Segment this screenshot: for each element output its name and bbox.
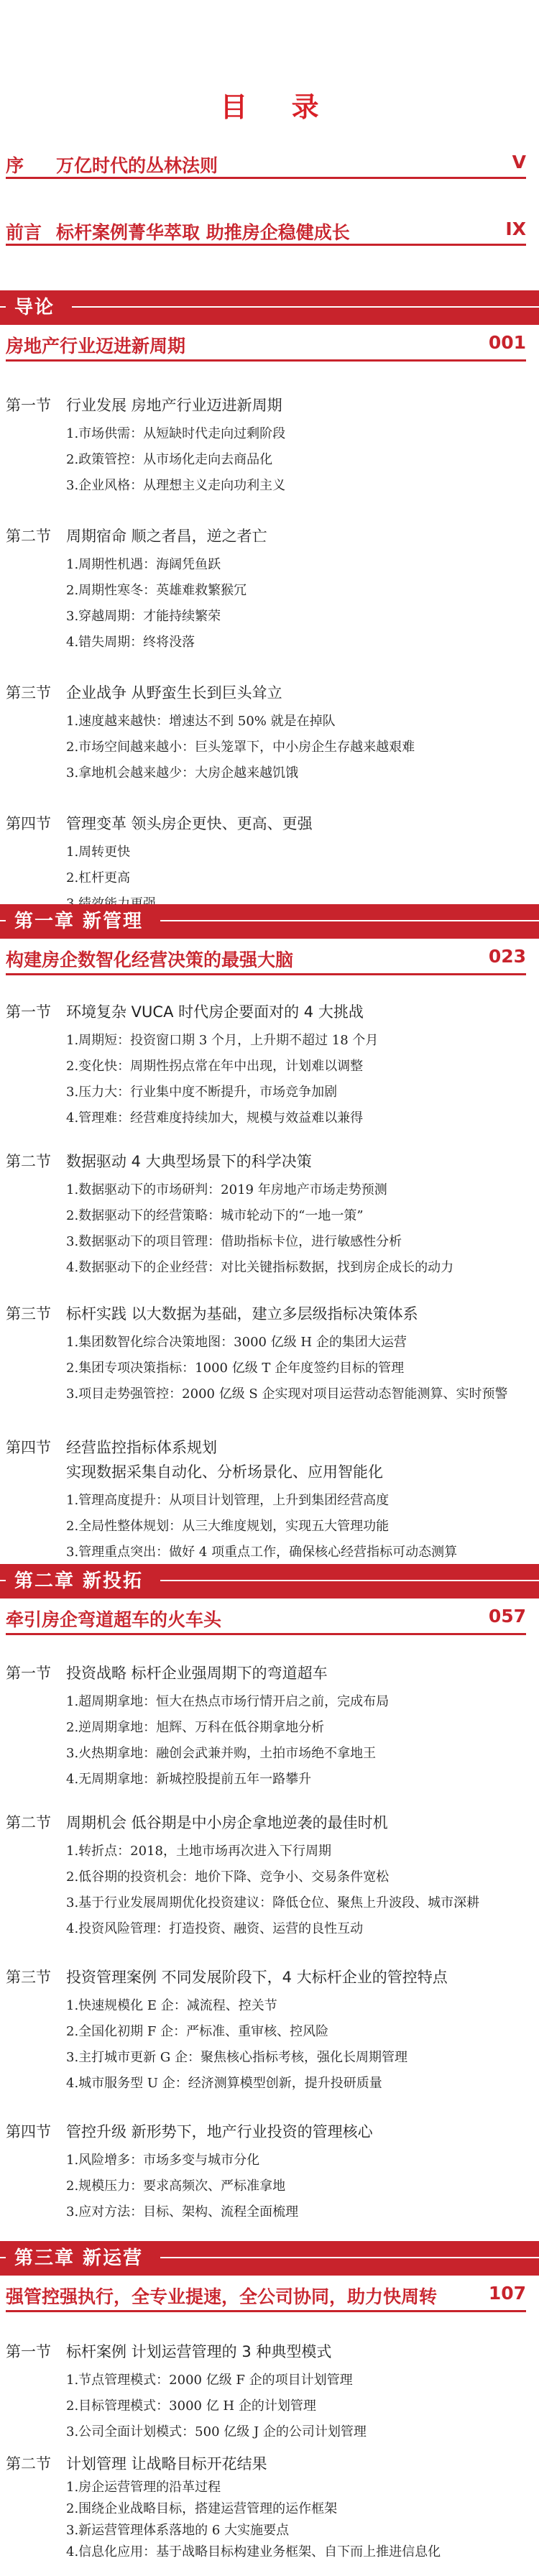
list-item: 1.管理高度提升：从项目计划管理，上升到集团经营高度 (66, 1493, 390, 1508)
section-items (66, 2368, 367, 2445)
list-item: 3.企业风格：从理想主义走向功利主义 (66, 478, 286, 493)
list-item: 2.周期性寒冬：英雄难救繁猴冗 (66, 583, 247, 598)
list-item: 3.公司全面计划模式：500 亿级 J 企的公司计划管理 (66, 2424, 367, 2439)
section-heading: 周期宿命 顺之者昌，逆之者亡 (66, 528, 267, 545)
part-chapter-1[interactable] (0, 904, 539, 1005)
list-item: 2.围绕企业战略目标，搭建运营管理的运作框架 (66, 2501, 338, 2516)
part-page: 023 (488, 946, 526, 967)
toc-section[interactable] (6, 681, 530, 796)
entry-page: V (512, 152, 526, 172)
section-label: 第一节 (6, 2343, 51, 2360)
part-chapter-2[interactable] (0, 1564, 539, 1665)
section-label: 第二节 (6, 528, 51, 545)
list-item: 2.低谷期的投资机会：地价下降、竞争小、交易条件宽松 (66, 1869, 390, 1885)
list-item: 2.集团专项决策指标：1000 亿级 T 企年度签约目标的管理 (66, 1361, 405, 1376)
list-item: 1.快速规模化 E 企：减流程、控关节 (66, 1998, 277, 2013)
toc-title: 目 录 (220, 91, 336, 123)
section-label: 第一节 (6, 1003, 51, 1021)
part-tab: 导论 (6, 290, 72, 325)
section-items (66, 2477, 441, 2563)
list-item: 1.转折点：2018，土地市场再次进入下行周期 (66, 1844, 331, 1859)
entry-page: IX (505, 218, 526, 239)
section-heading: 投资战略 标杆企业强周期下的弯道超车 (66, 1665, 328, 1682)
list-item: 2.变化快：周期性拐点常在年中出现，计划难以调整 (66, 1059, 364, 1074)
section-items (66, 709, 415, 786)
section-items (66, 1488, 457, 1565)
list-item: 3.基于行业发展周期优化投资建议：降低仓位、聚焦上升波段、城市深耕 (66, 1895, 480, 1910)
list-item: 1.房企运营管理的沿革过程 (66, 2480, 221, 2495)
entry-title: 万亿时代的丛林法则 (56, 155, 218, 176)
section-heading: 管理变革 领头房企更快、更高、更强 (66, 815, 313, 832)
entry-label: 前言 (6, 222, 42, 243)
list-item: 2.杠杆更高 (66, 870, 131, 886)
toc-section[interactable] (6, 1811, 530, 1955)
part-page: 001 (488, 332, 526, 353)
list-item: 1.周期短：投资窗口期 3 个月，上升期不超过 18 个月 (66, 1033, 379, 1048)
part-intro[interactable] (0, 290, 539, 391)
list-item: 3.应对方法：目标、架构、流程全面梳理 (66, 2204, 299, 2220)
list-item: 3.压力大：行业集中度不断提升，市场竞争加剧 (66, 1085, 338, 1100)
part-tab: 第一章 新管理 (6, 904, 160, 939)
list-item: 1.市场供需：从短缺时代走向过剩阶段 (66, 426, 286, 441)
toc-section[interactable] (6, 1662, 530, 1806)
part-subtitle: 牵引房企弯道超车的火车头 (6, 1609, 222, 1630)
list-item: 1.节点管理模式：2000 亿级 F 企的项目计划管理 (66, 2373, 353, 2388)
divider (6, 177, 526, 179)
list-item: 3.穿越周期：才能持续繁荣 (66, 609, 221, 624)
section-label: 第四节 (6, 1439, 51, 1456)
toc-section[interactable] (6, 394, 530, 516)
list-item: 3.数据驱动下的项目管理：借助指标卡位，进行敏感性分析 (66, 1234, 402, 1249)
section-heading: 经营监控指标体系规划 (66, 1439, 217, 1456)
section-label: 第四节 (6, 2123, 51, 2140)
part-tab: 第三章 新运营 (6, 2241, 160, 2276)
list-item: 2.目标管理模式：3000 亿 H 企的计划管理 (66, 2398, 316, 2414)
section-label: 第一节 (6, 1665, 51, 1682)
section-items (66, 1839, 479, 1942)
list-item: 2.数据驱动下的经营策略：城市轮动下的“一地一策” (66, 1208, 364, 1223)
section-label: 第三节 (6, 1305, 51, 1322)
part-page: 107 (488, 2283, 526, 2304)
part-page: 057 (488, 1606, 526, 1627)
section-heading: 投资管理案例 不同发展阶段下，4 大标杆企业的管控特点 (66, 1969, 448, 1986)
list-item: 4.投资风险管理：打造投资、融资、运营的良性互动 (66, 1921, 364, 1936)
section-items (66, 552, 247, 656)
part-tab: 第二章 新投拓 (6, 1564, 160, 1598)
list-item: 3.管理重点突出：做好 4 项重点工作，确保核心经营指标可动态测算 (66, 1545, 458, 1560)
part-subtitle: 房地产行业迈进新周期 (6, 336, 186, 356)
list-item: 2.逆周期拿地：旭辉、万科在低谷期拿地分析 (66, 1720, 325, 1735)
list-item: 4.管理难：经营难度持续加大，规模与效益难以兼得 (66, 1110, 364, 1126)
list-item: 4.数据驱动下的企业经营：对比关键指标数据，找到房企成长的动力 (66, 1260, 454, 1275)
list-item: 2.政策管控：从市场化走向去商品化 (66, 452, 273, 467)
section-heading: 计划管理 让战略目标开花结果 (66, 2455, 267, 2472)
entry-label: 序 (6, 155, 24, 176)
list-item: 3.新运营管理体系落地的 6 大实施要点 (66, 2523, 290, 2538)
toc-section[interactable] (6, 1436, 530, 1580)
list-item: 1.数据驱动下的市场研判：2019 年房地产市场走势预测 (66, 1182, 387, 1197)
list-item: 1.速度越来越快：增速达不到 50% 就是在掉队 (66, 714, 336, 729)
list-item: 4.错失周期：终将没落 (66, 635, 195, 650)
part-bar (0, 290, 539, 325)
divider (6, 359, 526, 362)
toc-section[interactable] (6, 525, 530, 668)
toc-entry-foreword[interactable] (6, 214, 526, 246)
divider (6, 1633, 526, 1635)
divider (6, 244, 526, 246)
toc-section[interactable] (6, 2452, 530, 2575)
section-items (66, 1177, 453, 1281)
toc-section[interactable] (6, 1966, 530, 2110)
divider (6, 973, 526, 975)
section-heading-line-2: 实现数据采集自动化、分析场景化、应用智能化 (66, 1463, 383, 1481)
toc-section[interactable] (6, 1000, 530, 1144)
section-items (66, 1689, 389, 1793)
section-heading: 周期机会 低谷期是中小房企拿地逆袭的最佳时机 (66, 1814, 388, 1831)
part-subtitle: 强管控强执行，全专业提速，全公司协同，助力快周转 (6, 2286, 438, 2307)
list-item: 1.集团数智化综合决策地图：3000 亿级 H 企的集团大运营 (66, 1335, 407, 1350)
section-heading: 标杆案例 计划运营管理的 3 种典型模式 (66, 2343, 332, 2360)
list-item: 3.主打城市更新 G 企：聚焦核心指标考核，强化长周期管理 (66, 2050, 407, 2065)
toc-section[interactable] (6, 1302, 530, 1417)
part-chapter-3[interactable] (0, 2241, 539, 2342)
list-item: 2.规模压力：要求高频次、严标准拿地 (66, 2179, 286, 2194)
section-items (66, 421, 285, 499)
toc-section[interactable] (6, 2340, 530, 2455)
list-item: 1.周期性机遇：海阔凭鱼跃 (66, 557, 221, 572)
toc-section[interactable] (6, 2120, 530, 2235)
section-items (66, 1330, 507, 1407)
list-item: 2.全国化初期 F 企：严标准、重审核、控风险 (66, 2024, 329, 2039)
list-item: 2.市场空间越来越小：巨头笼罩下，中小房企生存越来越艰难 (66, 740, 415, 755)
divider (0, 306, 539, 308)
list-item: 4.城市服务型 U 企：经济测算模型创新，提升投研质量 (66, 2076, 382, 2091)
list-item: 4.信息化应用：基于战略目标构建业务框架、自下而上推进信息化 (66, 2544, 441, 2559)
section-label: 第一节 (6, 397, 51, 414)
divider (6, 2310, 526, 2312)
list-item: 1.风险增多：市场多变与城市分化 (66, 2153, 260, 2168)
list-item: 1.周转更快 (66, 845, 131, 860)
section-label: 第二节 (6, 1153, 51, 1170)
section-heading: 数据驱动 4 大典型场景下的科学决策 (66, 1153, 312, 1170)
section-label: 第三节 (6, 684, 51, 702)
list-item: 4.无周期拿地：新城控股提前五年一路攀升 (66, 1772, 312, 1787)
section-label: 第二节 (6, 1814, 51, 1831)
section-heading: 行业发展 房地产行业迈进新周期 (66, 397, 282, 414)
list-item: 3.项目走势强管控：2000 亿级 S 企实现对项目运营动态智能测算、实时预警 (66, 1386, 508, 1402)
list-item: 2.全局性整体规划：从三大维度规划，实现五大管理功能 (66, 1519, 390, 1534)
section-heading: 管控升级 新形势下，地产行业投资的管理核心 (66, 2123, 373, 2140)
section-items (66, 2148, 298, 2225)
list-item: 1.超周期拿地：恒大在热点市场行情开启之前，完成布局 (66, 1694, 390, 1709)
section-label: 第四节 (6, 815, 51, 832)
section-label: 第二节 (6, 2455, 51, 2472)
part-subtitle: 构建房企数智化经营决策的最强大脑 (6, 949, 294, 970)
entry-title: 标杆案例菁华萃取 助推房企稳健成长 (56, 222, 350, 243)
section-heading: 标杆实践 以大数据为基础，建立多层级指标决策体系 (66, 1305, 418, 1322)
list-item: 3.拿地机会越来越少：大房企越来越饥饿 (66, 765, 299, 781)
section-items (66, 1028, 378, 1131)
section-heading: 企业战争 从野蛮生长到巨头耸立 (66, 684, 282, 702)
list-item: 3.火热期拿地：融创会武兼并购，土拍市场绝不拿地王 (66, 1746, 377, 1761)
toc-entry-preface[interactable] (6, 147, 526, 179)
section-items (66, 1993, 407, 2097)
section-heading: 环境复杂 VUCA 时代房企要面对的 4 大挑战 (66, 1003, 364, 1021)
toc-section[interactable] (6, 1150, 530, 1294)
section-label: 第三节 (6, 1969, 51, 1986)
